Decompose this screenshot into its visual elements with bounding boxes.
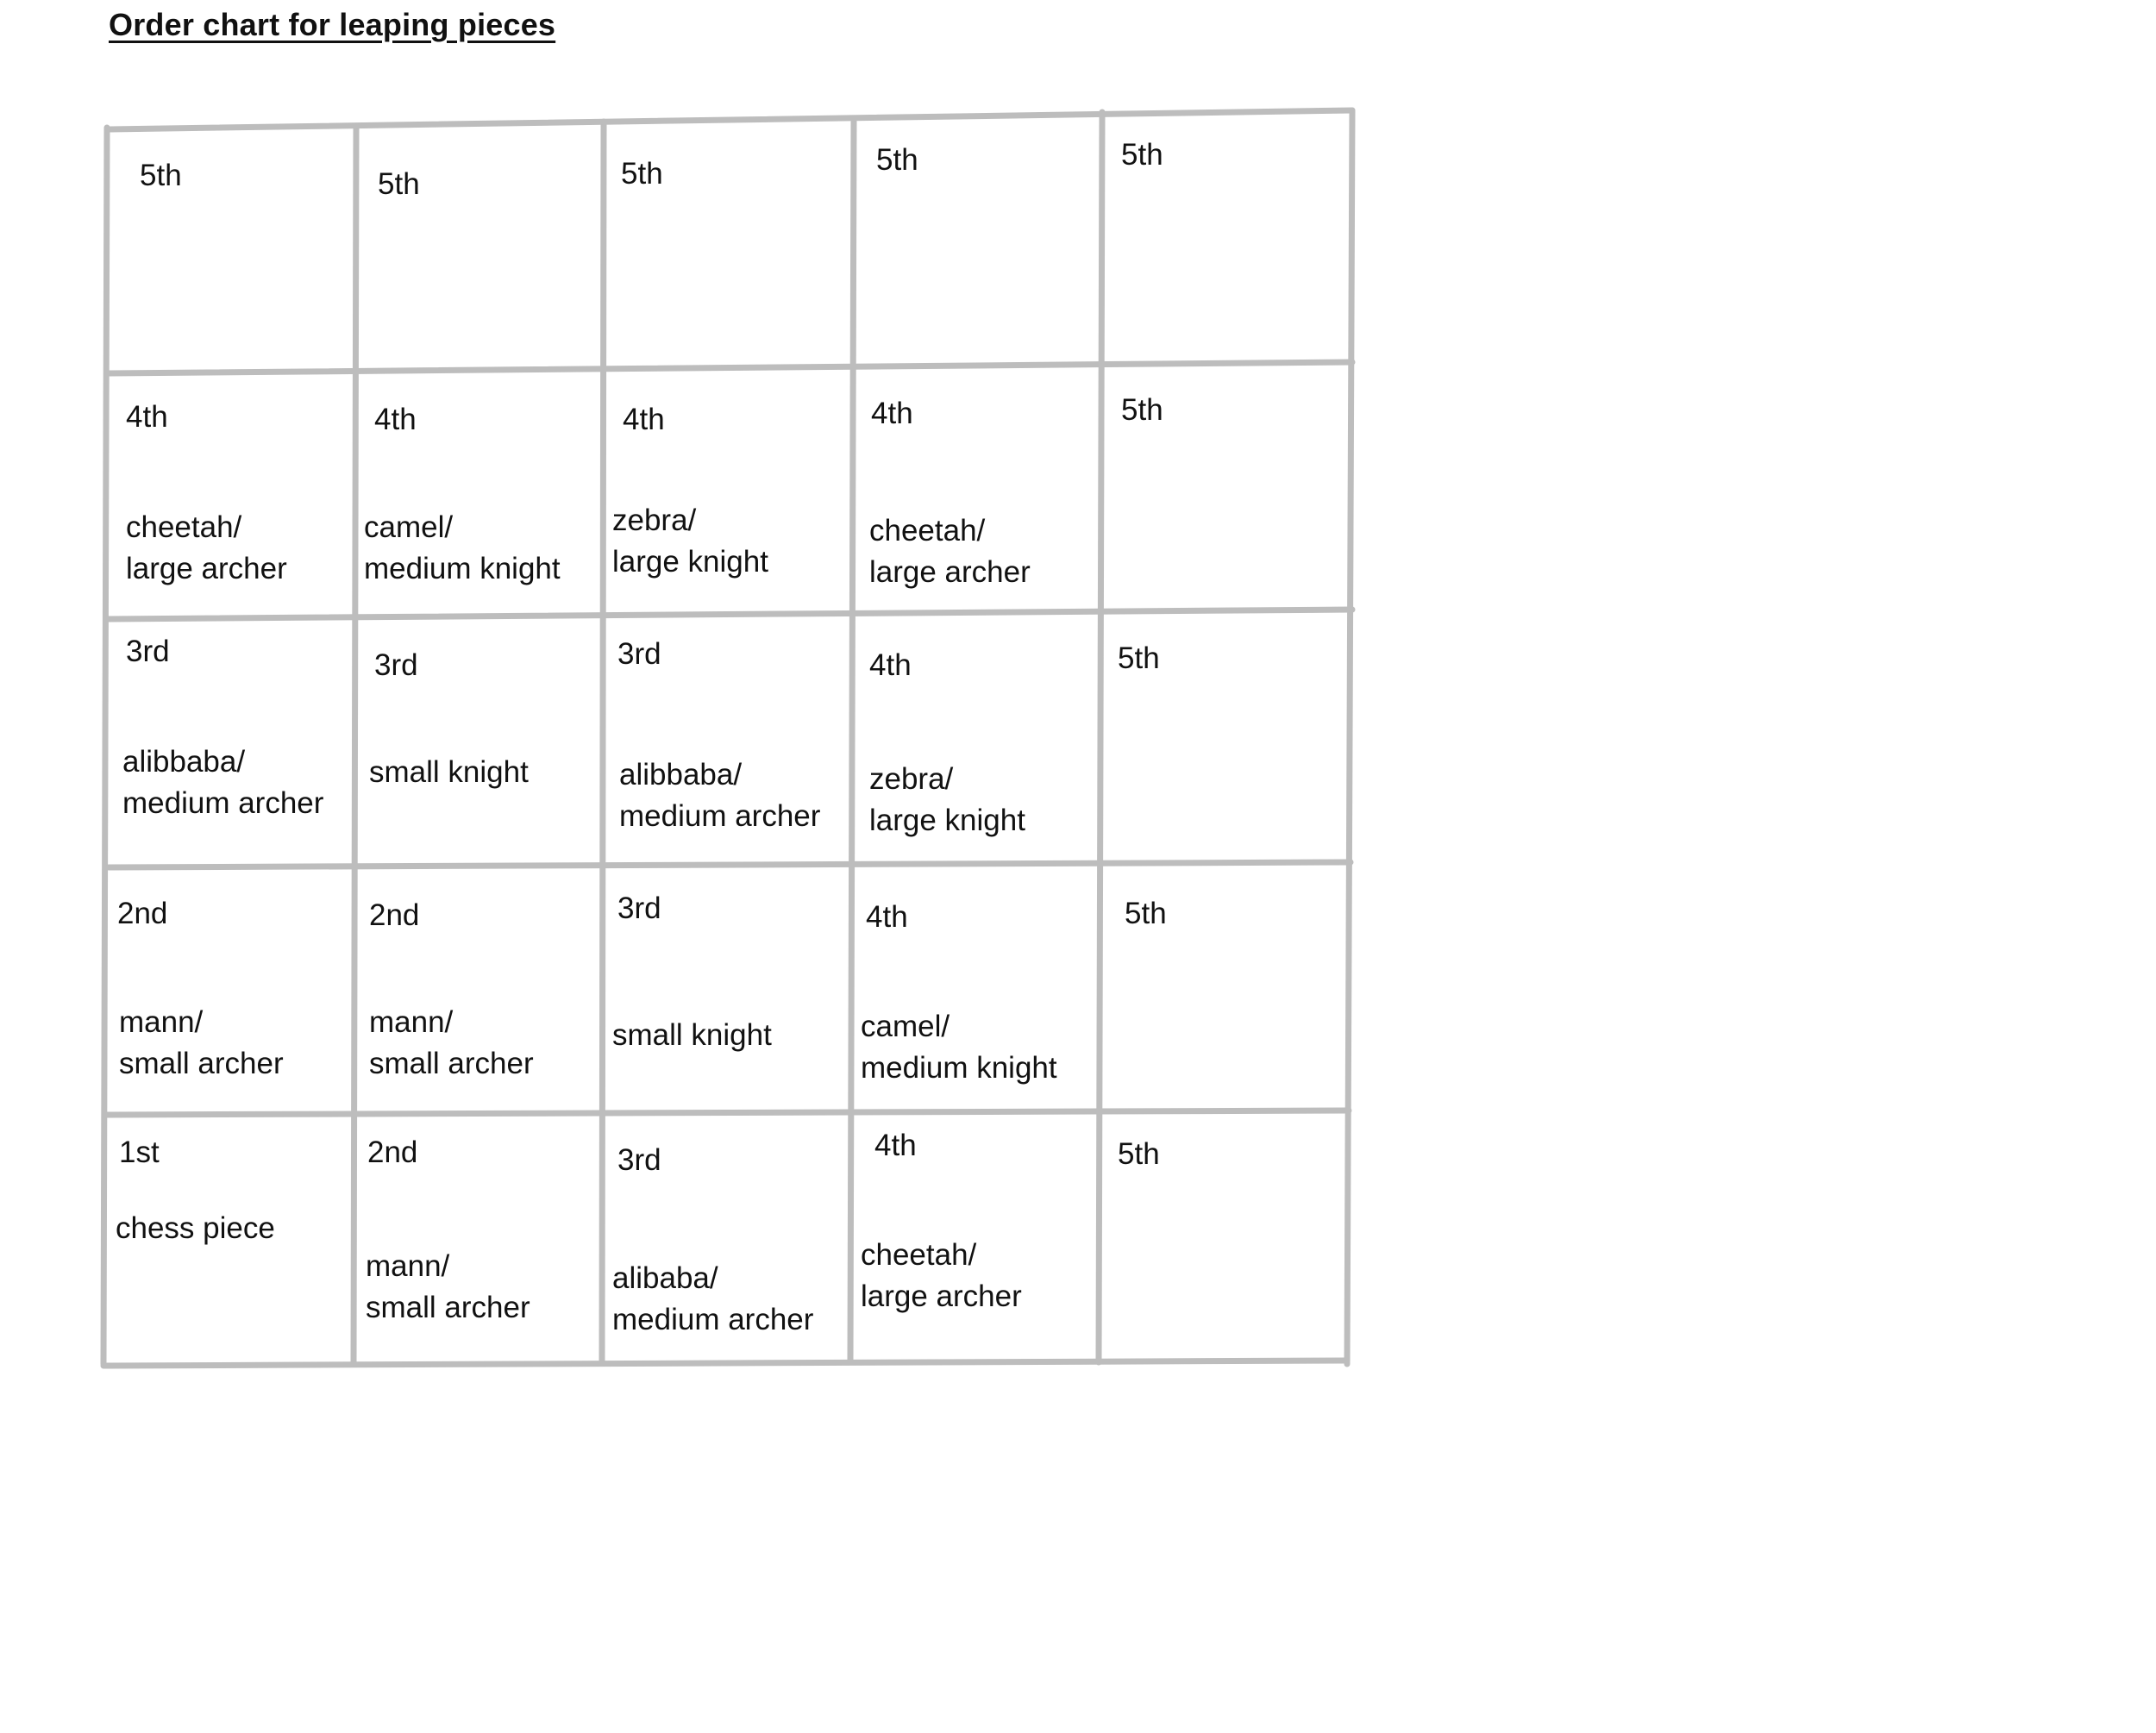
cell-order-label: 5th: [378, 167, 420, 201]
cell-order-label: 4th: [869, 648, 912, 682]
cell-piece-label: small knight: [612, 1018, 772, 1052]
cell-piece-label: small knight: [369, 755, 529, 789]
cell-piece-label: zebra/ large knight: [612, 504, 768, 579]
grid-horizontal-line: [109, 862, 1351, 867]
grid-horizontal-line: [109, 610, 1352, 619]
cell-order-label: 2nd: [369, 898, 420, 932]
cell-order-label: 2nd: [117, 897, 168, 930]
cell-piece-label: zebra/ large knight: [869, 762, 1025, 837]
page-title: Order chart for leaping pieces: [109, 7, 556, 42]
grid-horizontal-line: [103, 1361, 1347, 1366]
cell-piece-label: mann/ small archer: [119, 1005, 284, 1080]
cell-piece-label: cheetah/ large archer: [126, 510, 287, 585]
cell-piece-label: camel/ medium knight: [364, 510, 561, 585]
cell-order-label: 3rd: [617, 892, 661, 925]
cell-order-label: 3rd: [617, 1143, 661, 1177]
cell-order-label: 3rd: [617, 637, 661, 671]
cell-order-label: 4th: [623, 403, 665, 436]
cell-order-label: 4th: [374, 403, 417, 436]
cell-order-label: 5th: [1118, 1137, 1160, 1171]
grid-lines: [103, 110, 1352, 1366]
grid-vertical-line: [1099, 112, 1102, 1362]
cell-order-label: 4th: [874, 1129, 917, 1162]
cell-order-label: 1st: [119, 1136, 160, 1169]
grid-vertical-line: [103, 128, 107, 1364]
cell-order-label: 4th: [126, 400, 168, 434]
cell-order-label: 5th: [876, 143, 918, 177]
cell-order-label: 4th: [866, 900, 908, 934]
grid-vertical-line: [1347, 110, 1352, 1364]
cell-order-label: 5th: [1121, 393, 1163, 427]
cell-piece-label: alibbaba/ medium archer: [619, 758, 821, 833]
cell-piece-label: mann/ small archer: [369, 1005, 534, 1080]
cell-order-label: 2nd: [367, 1136, 418, 1169]
cell-piece-label: cheetah/ large archer: [869, 514, 1031, 589]
cell-order-label: 3rd: [126, 635, 170, 668]
grid-vertical-line: [354, 127, 356, 1362]
cell-piece-label: mann/ small archer: [366, 1249, 530, 1324]
cell-order-label: 5th: [1121, 138, 1163, 172]
grid-horizontal-line: [109, 362, 1352, 373]
cell-order-label: 3rd: [374, 648, 418, 682]
cell-piece-label: alibaba/ medium archer: [612, 1261, 814, 1336]
cell-order-label: 4th: [871, 397, 913, 430]
cell-order-label: 5th: [1118, 641, 1160, 675]
cell-piece-label: cheetah/ large archer: [861, 1238, 1022, 1313]
grid-horizontal-line: [107, 1110, 1349, 1115]
cell-order-label: 5th: [140, 159, 182, 192]
grid-vertical-line: [602, 122, 604, 1362]
cell-order-label: 5th: [621, 157, 663, 191]
cell-piece-label: chess piece: [116, 1211, 275, 1245]
cell-order-label: 5th: [1125, 897, 1167, 930]
cell-piece-label: alibbaba/ medium archer: [122, 745, 324, 820]
grid-vertical-line: [850, 118, 854, 1361]
cell-piece-label: camel/ medium knight: [861, 1010, 1057, 1085]
grid-horizontal-line: [107, 110, 1352, 129]
